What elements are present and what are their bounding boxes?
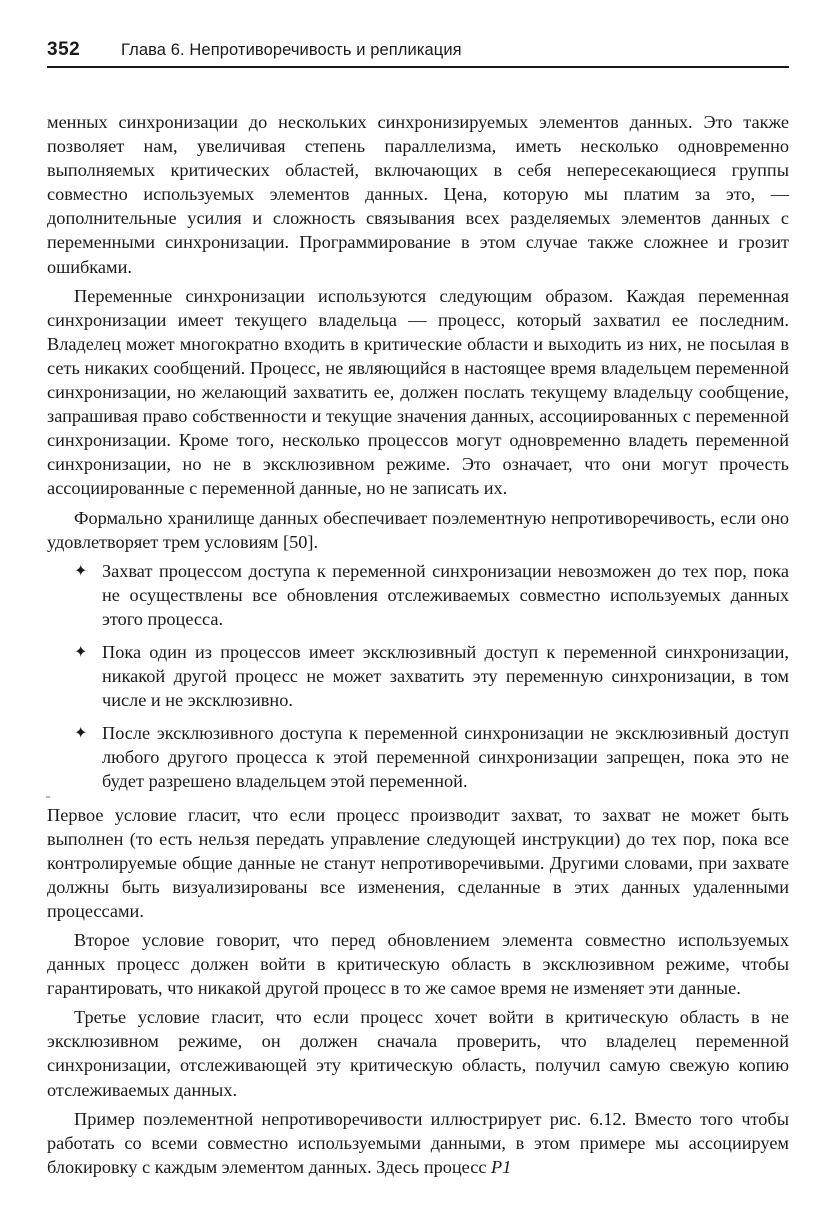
chapter-title: Глава 6. Непротиворечивость и репликация	[121, 41, 462, 59]
list-item-text: После эксклюзивного доступа к переменной синхронизации не эксклюзивный доступ любого другого процесса к этой переменной синхронизации запрещен, пока это не будет разрешено владельцем этой переменной.	[102, 723, 789, 792]
conditions-list	[47, 559, 789, 794]
four-pointed-star-icon: ✦	[74, 723, 88, 743]
paragraph-first-condition: Первое условие гласит, что если процесс производит захват, то захват не может быть выполнен (то есть нельзя передать управление следующей инструкции) до тех пор, пока все контролируемые общие данные не станут непротиворечивыми. Другими словами, при захвате должны быть визуализированы все изменения, сделанные в этих данных удаленными процессами.	[47, 804, 789, 921]
paragraph-example-text: Пример поэлементной непротиворечивости иллюстрирует рис. 6.12. Вместо того чтобы работать со всеми совместно используемыми данными, в этом примере мы ассоциируем блокировку с каждым элементом данных. Здесь процесс	[47, 1108, 789, 1177]
paragraph-example	[47, 1107, 789, 1179]
paragraph-formal-definition: Формально хранилище данных обеспечивает поэлементную непротиворечивость, если оно удовлетворяет трем условиям [50].	[47, 507, 789, 552]
list-item	[47, 721, 789, 793]
scan-speck	[46, 796, 50, 798]
process-name: P1	[491, 1156, 512, 1177]
list-item-text: Захват процессом доступа к переменной синхронизации невозможен до тех пор, пока не осуществлены все обновления отслеживаемых совместно используемых данных этого процесса.	[102, 560, 789, 629]
list-item	[47, 559, 789, 631]
paragraph-continued: менных синхронизации до нескольких синхронизируемых элементов данных. Это также позволяет нам, увеличивая степень параллелизма, иметь несколько одновременно выполняемых критических областей, включающих в себя непересекающиеся группы совместно используемых элементов данных. Цена, которую мы платим за это, — дополнительные усилия и сложность связывания всех разделяемых элементов данных с переменными синхронизации. Программирование в этом случае также сложнее и грозит ошибками.	[47, 112, 789, 277]
running-header	[47, 38, 789, 68]
paragraph-second-condition: Второе условие говорит, что перед обновлением элемента совместно используемых данных процесс должен войти в критическую область в эксклюзивном режиме, чтобы гарантировать, что никакой другой процесс в то же самое время не изменяет эти данные.	[47, 930, 789, 999]
page-number: 352	[47, 39, 81, 60]
body-text	[47, 110, 789, 1179]
paragraph-sync-variables: Переменные синхронизации используются следующим образом. Каждая переменная синхронизации имеет текущего владельца — процесс, который захватил ее последним. Владелец может многократно входить в критические области и выходить из них, не посылая в сеть никаких сообщений. Процесс, не являющийся в настоящее время владельцем переменной синхронизации, но желающий захватить ее, должен послать текущему владельцу сообщение, запрашивая право собственности и текущие значения данных, ассоциированных с переменной синхронизации. Кроме того, несколько процессов могут одновременно владеть переменной синхронизации, но не в эксклюзивном режиме. Это означает, что они могут прочесть ассоциированные с переменной данные, но не записать их.	[47, 285, 789, 499]
four-pointed-star-icon: ✦	[74, 560, 88, 580]
list-item	[47, 640, 789, 712]
paragraph-third-condition: Третье условие гласит, что если процесс хочет войти в критическую область в не эксклюзивном режиме, он должен сначала проверить, что владелец переменной синхронизации, отслеживающей эту критическую область, получил самую свежую копию отслеживаемых данных.	[47, 1007, 789, 1100]
four-pointed-star-icon: ✦	[74, 641, 88, 661]
list-item-text: Пока один из процессов имеет эксклюзивный доступ к переменной синхронизации, никакой другой процесс не может захватить эту переменную синхронизации, в том числе и не эксклюзивно.	[102, 641, 789, 711]
